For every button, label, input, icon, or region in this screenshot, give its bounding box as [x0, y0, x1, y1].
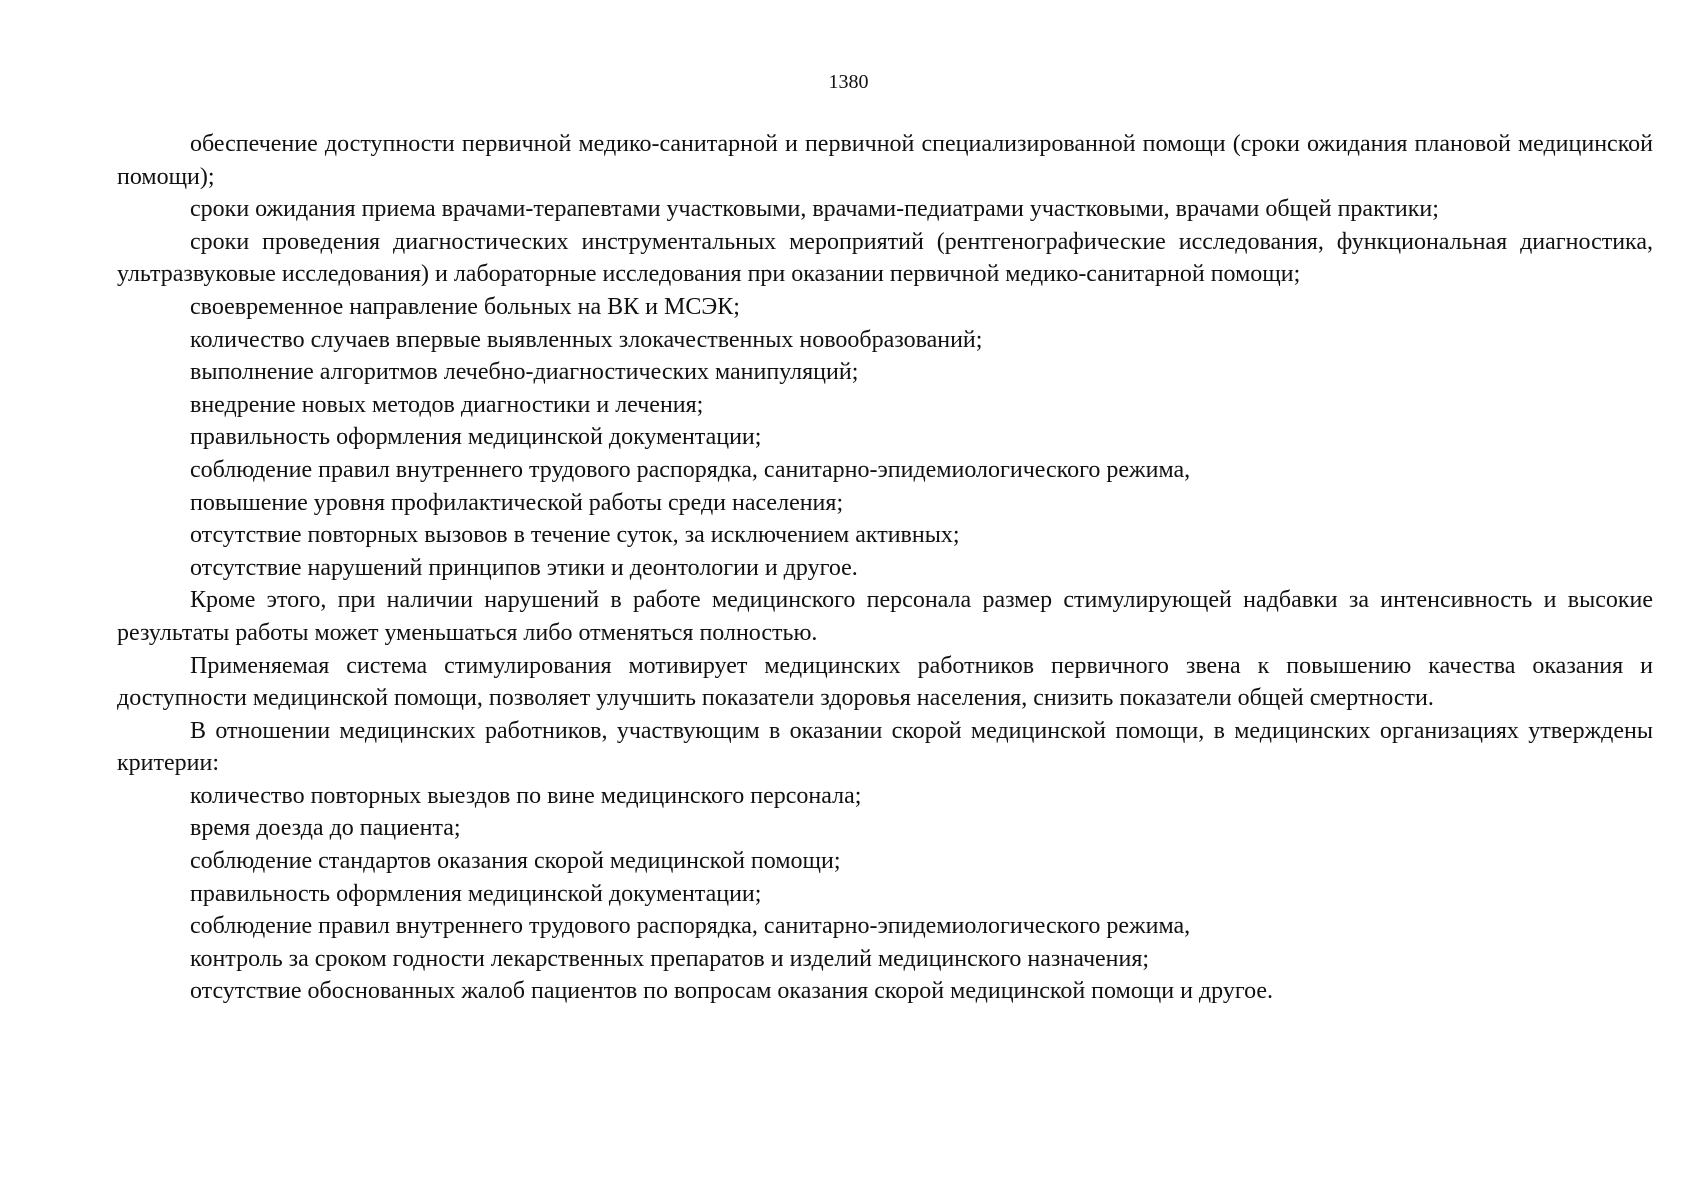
paragraph-diagnostics: сроки проведения диагностических инструментальных мероприятий (рентгенографические исследования, функциональная диагностика, ультразвуковые исследования) и лабораторные исследования при оказании первичной медико-санитарной помощи; — [117, 228, 1653, 288]
list-item: соблюдение стандартов оказания скорой медицинской помощи; — [190, 848, 841, 875]
document-body — [117, 128, 1653, 1008]
list-item: соблюдение правил внутреннего трудового распорядка, санитарно-эпидемиологического режима, — [190, 913, 1191, 940]
list-item: количество повторных выездов по вине медицинского персонала; — [190, 782, 862, 809]
list-item: контроль за сроком годности лекарственных препаратов и изделий медицинского назначения; — [190, 945, 1150, 972]
list-item: своевременное направление больных на ВК и МСЭК; — [190, 293, 740, 320]
list-item: отсутствие обоснованных жалоб пациентов по вопросам оказания скорой медицинской помощи и другое. — [190, 978, 1274, 1005]
paragraph-availability: обеспечение доступности первичной медико-санитарной и первичной специализированной помощи (сроки ожидания плановой медицинской помощи); — [117, 131, 1653, 190]
list-item: отсутствие повторных вызовов в течение суток, за исключением активных; — [190, 522, 960, 549]
list-item: выполнение алгоритмов лечебно-диагностических манипуляций; — [190, 359, 859, 386]
page-number: 1380 — [828, 71, 869, 93]
paragraph-violations: Кроме этого, при наличии нарушений в работе медицинского персонала размер стимулирующей надбавки за интенсивность и высокие результаты работы может уменьшаться либо отменяться полностью. — [117, 587, 1653, 646]
list-item: внедрение новых методов диагностики и лечения; — [190, 391, 704, 418]
list-item: правильность оформления медицинской документации; — [190, 880, 762, 907]
list-item: повышение уровня профилактической работы среди населения; — [190, 489, 844, 516]
paragraph-emergency-criteria: В отношении медицинских работников, участвующим в оказании скорой медицинской помощи, в медицинских организациях утверждены критерии: — [117, 717, 1653, 777]
paragraph-waiting-times: сроки ожидания приема врачами-терапевтами участковыми, врачами-педиатрами участковыми, врачами общей практики; — [190, 196, 1439, 223]
list-item: правильность оформления медицинской документации; — [190, 424, 762, 451]
paragraph-incentive-system: Применяемая система стимулирования мотивирует медицинских работников первичного звена к повышению качества оказания и доступности медицинской помощи, позволяет улучшить показатели здоровья населения, снизить показатели общей смертности. — [117, 652, 1653, 712]
list-item: время доезда до пациента; — [190, 815, 461, 842]
list-item: соблюдение правил внутреннего трудового распорядка, санитарно-эпидемиологического режима, — [190, 456, 1191, 483]
list-item: количество случаев впервые выявленных злокачественных новообразований; — [190, 326, 983, 353]
list-item: отсутствие нарушений принципов этики и деонтологии и другое. — [190, 554, 858, 581]
